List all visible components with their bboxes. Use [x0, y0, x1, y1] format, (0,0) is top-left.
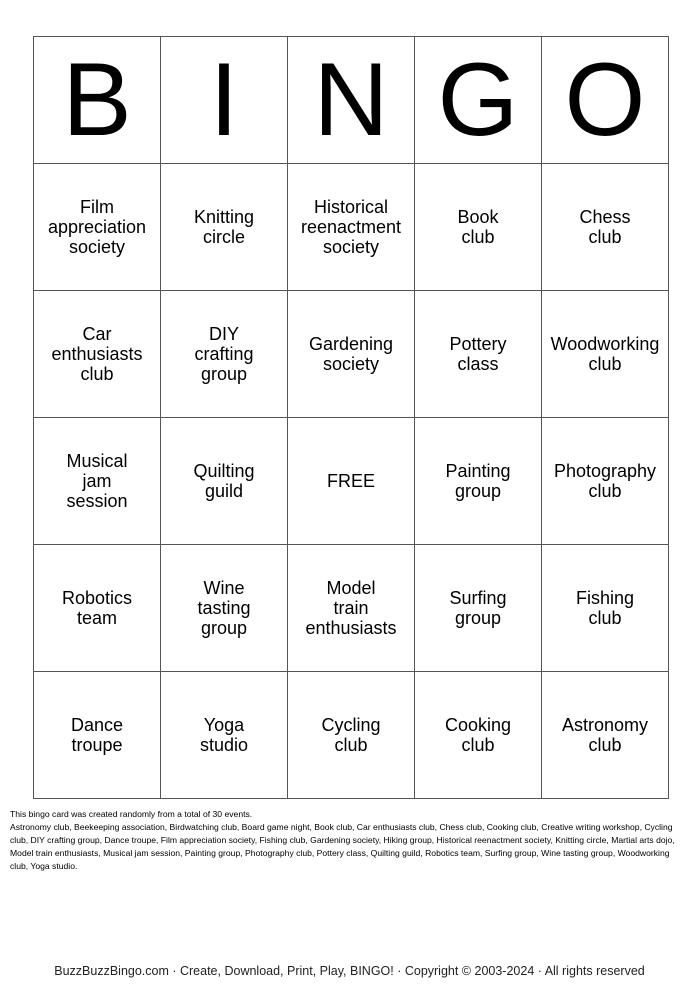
bingo-cell	[34, 291, 161, 418]
cell-label: Musical jam session	[66, 451, 128, 511]
bingo-cell	[415, 291, 542, 418]
header-letter-b: B	[34, 37, 161, 164]
cell-label: Quilting guild	[193, 461, 255, 501]
bingo-cell	[415, 672, 542, 799]
card-info-event-list: Astronomy club, Beekeeping association, Birdwatching club, Board game night, Book club, Car enthusiasts club, Chess club, Cooking club, Creative writing workshop, Cycling club, DIY crafting group, Dance troupe, Film appreciation society, Fishing club, Gardening society, Hiking group, Historical reenactment society, Knitting circle, Martial arts dojo, Model train enthusiasts, Musical jam session, Painting group, Photography club, Pottery class, Quilting guild, Robotics team, Surfing group, Wine tasting group, Woodworking club, Yoga studio.	[10, 822, 675, 871]
header-letter-i: I	[161, 37, 288, 164]
grid-row	[34, 672, 669, 799]
cell-label: Dance troupe	[70, 715, 124, 755]
cell-label: Film appreciation society	[47, 197, 147, 257]
cell-label: Woodworking club	[550, 334, 660, 374]
bingo-cell	[34, 672, 161, 799]
bingo-cell	[415, 545, 542, 672]
cell-label: Chess club	[579, 207, 631, 247]
bingo-cell	[34, 545, 161, 672]
free-space-label: FREE	[326, 471, 375, 491]
cell-label: Astronomy club	[561, 715, 649, 755]
bingo-cell	[415, 418, 542, 545]
bingo-cell	[34, 418, 161, 545]
header-row	[34, 37, 669, 164]
cell-label: Pottery class	[449, 334, 507, 374]
bingo-cell	[161, 291, 288, 418]
bingo-card	[33, 36, 669, 799]
cell-label: Robotics team	[61, 588, 133, 628]
bingo-cell	[415, 164, 542, 291]
grid-row	[34, 164, 669, 291]
cell-label: Photography club	[553, 461, 657, 501]
cell-label: Knitting circle	[193, 207, 255, 247]
bingo-cell	[161, 164, 288, 291]
card-info	[10, 808, 690, 873]
grid-row	[34, 418, 669, 545]
bingo-cell	[161, 672, 288, 799]
card-info-intro: This bingo card was created randomly from a total of 30 events.	[10, 809, 253, 819]
cell-label: Fishing club	[575, 588, 635, 628]
cell-label: Book club	[457, 207, 499, 247]
bingo-cell	[542, 418, 669, 545]
cell-label: Car enthusiasts club	[51, 324, 143, 384]
bingo-cell	[542, 545, 669, 672]
bingo-cell	[542, 164, 669, 291]
header-letter-g: G	[415, 37, 542, 164]
cell-label: Model train enthusiasts	[305, 578, 397, 638]
bingo-cell	[288, 672, 415, 799]
header-letter-n: N	[288, 37, 415, 164]
cell-label: Yoga studio	[199, 715, 249, 755]
bingo-cell	[288, 164, 415, 291]
cell-label: Historical reenactment society	[300, 197, 402, 257]
bingo-cell	[34, 164, 161, 291]
bingo-cell	[161, 418, 288, 545]
bingo-cell	[542, 291, 669, 418]
grid-row	[34, 291, 669, 418]
bingo-cell	[288, 545, 415, 672]
bingo-cell	[542, 672, 669, 799]
cell-label: Surfing group	[449, 588, 507, 628]
grid-row	[34, 545, 669, 672]
cell-label: Painting group	[445, 461, 511, 501]
cell-label: Wine tasting group	[197, 578, 251, 638]
bingo-cell	[161, 545, 288, 672]
cell-label: Cooking club	[444, 715, 512, 755]
free-space-cell	[288, 418, 415, 545]
footer-copyright: BuzzBuzzBingo.com · Create, Download, Print, Play, BINGO! · Copyright © 2003-2024 · All rights reserved	[54, 964, 645, 978]
cell-label: DIY crafting group	[194, 324, 254, 384]
header-letter-o: O	[542, 37, 669, 164]
cell-label: Cycling club	[321, 715, 381, 755]
bingo-cell	[288, 291, 415, 418]
cell-label: Gardening society	[308, 334, 394, 374]
